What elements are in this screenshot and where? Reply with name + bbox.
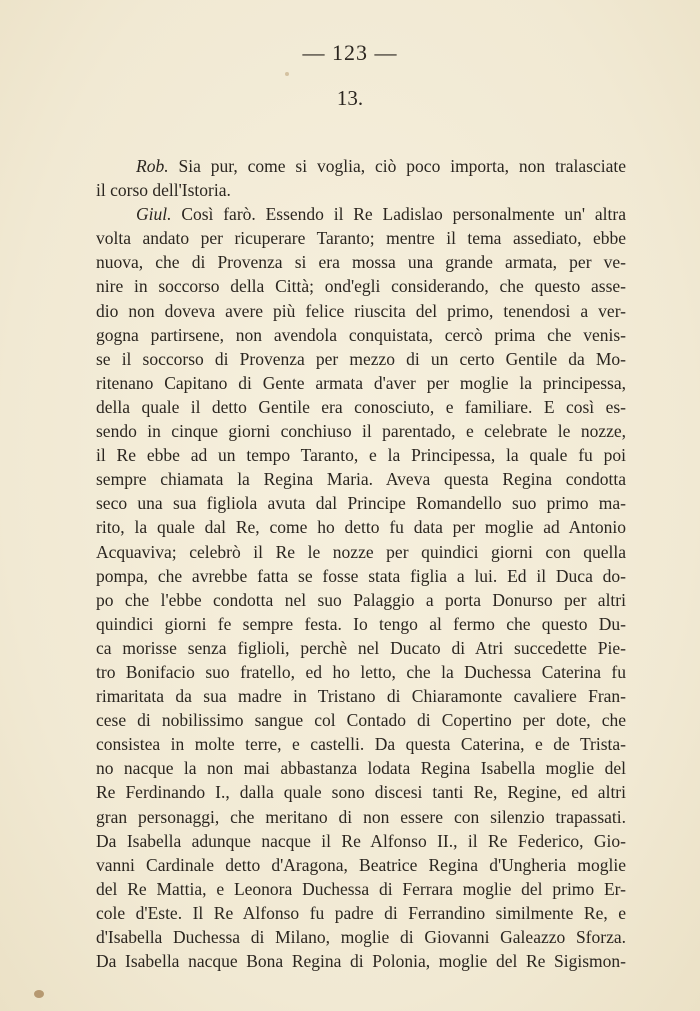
line-text: Re Ferdinando I., dalla quale sono discesi tanti Re, Regine, ed altri <box>96 782 626 803</box>
text-line <box>96 949 626 973</box>
line-text: del Re Mattia, e Leonora Duchessa di Ferrara moglie del primo Er- <box>96 878 626 899</box>
line-text: il corso dell'Istoria. <box>96 180 231 201</box>
text-line <box>96 660 626 684</box>
line-text: sempre chiamata la Regina Maria. Aveva questa Regina condotta <box>96 469 626 490</box>
line-text: il Re ebbe ad un tempo Taranto, e la Principessa, la quale fu poi <box>96 445 626 466</box>
line-text: Così farò. Essendo il Re Ladislao personalmente un' altra <box>171 204 626 225</box>
text-line <box>96 491 626 515</box>
paper-spot <box>285 72 289 76</box>
line-text: Sia pur, come si voglia, ciò poco importa, non tralasciate <box>168 156 626 176</box>
line-text: Da Isabella nacque Bona Regina di Polonia, moglie del Re Sigismon- <box>96 951 626 972</box>
text-line <box>96 877 626 901</box>
line-text: po che l'ebbe condotta nel suo Palaggio a porta Donurso per altri <box>96 589 626 610</box>
text-line <box>96 443 626 467</box>
text-line <box>96 732 626 756</box>
text-line <box>96 419 626 443</box>
text-line <box>96 226 626 250</box>
line-text: gogna partirsene, non avendola conquistata, cercò prima che venis- <box>96 324 626 345</box>
text-line <box>96 684 626 708</box>
text-line <box>96 612 626 636</box>
line-text: cole d'Este. Il Re Alfonso fu padre di Ferrandino similmente Re, e <box>96 902 626 923</box>
line-text: consistea in molte terre, e castelli. Da questa Caterina, e de Trista- <box>96 734 626 755</box>
text-line <box>96 540 626 564</box>
line-text: nuova, che di Provenza si era mossa una grande armata, per ve- <box>96 252 626 273</box>
speaker-label: Rob. <box>136 156 169 176</box>
line-text: rito, la quale dal Re, come ho detto fu data per moglie ad Antonio <box>96 517 626 538</box>
text-line <box>96 371 626 395</box>
text-line <box>96 323 626 347</box>
line-text: nire in soccorso della Città; ond'egli considerando, che questo asse- <box>96 276 626 297</box>
line-text: volta andato per ricuperare Taranto; mentre il tema assediato, ebbe <box>96 228 626 249</box>
text-line <box>96 756 626 780</box>
speaker-label: Giul. <box>136 204 172 225</box>
text-line <box>96 708 626 732</box>
line-text: vanni Cardinale detto d'Aragona, Beatrice Regina d'Ungheria moglie <box>96 854 626 875</box>
paper-stain <box>34 990 44 998</box>
text-line <box>96 467 626 491</box>
line-text: rimaritata da sua madre in Tristano di Chiaramonte cavaliere Fran- <box>96 686 626 707</box>
line-text: gran personaggi, che meritano di non essere con silenzio trapassati. <box>96 806 626 827</box>
text-line <box>96 564 626 588</box>
line-text: no nacque la non mai abbastanza lodata Regina Isabella moglie del <box>96 758 626 779</box>
text-line <box>96 805 626 829</box>
text-line <box>96 780 626 804</box>
text-line <box>96 925 626 949</box>
text-line <box>96 636 626 660</box>
text-line <box>96 299 626 323</box>
text-line <box>96 202 626 226</box>
line-text: Acquaviva; celebrò il Re le nozze per quindici giorni con quella <box>96 541 626 562</box>
line-text: dio non doveva avere più felice riuscita del primo, tenendosi a ver- <box>96 300 626 321</box>
line-text: pompa, che avrebbe fatta se fosse stata figlia a lui. Ed il Duca do- <box>96 565 626 586</box>
line-text: ritenano Capitano di Gente armata d'aver per moglie la principessa, <box>96 372 626 393</box>
line-text: d'Isabella Duchessa di Milano, moglie di Giovanni Galeazzo Sforza. <box>96 927 626 947</box>
text-line <box>96 515 626 539</box>
text-line <box>96 901 626 925</box>
line-text: della quale il detto Gentile era conosciuto, e familiare. E così es- <box>96 396 626 417</box>
text-line <box>96 395 626 419</box>
text-line <box>96 853 626 877</box>
section-number: 13. <box>336 86 364 110</box>
text-line <box>96 154 626 178</box>
text-line <box>96 588 626 612</box>
body-text <box>96 154 626 973</box>
line-text: cese di nobilissimo sangue col Contado di Copertino per dote, che <box>96 710 626 731</box>
line-text: ca morisse senza figlioli, perchè nel Ducato di Atri succedette Pie- <box>96 637 626 658</box>
text-line <box>96 274 626 298</box>
text-line <box>96 829 626 853</box>
line-text: se il soccorso di Provenza per mezzo di un certo Gentile da Mo- <box>96 348 626 369</box>
line-text: tro Bonifacio suo fratello, ed ho letto, che la Duchessa Caterina fu <box>96 661 626 682</box>
text-line <box>96 250 626 274</box>
text-line <box>96 347 626 371</box>
line-text: Da Isabella adunque nacque il Re Alfonso II., il Re Federico, Gio- <box>96 830 626 851</box>
line-text: sendo in cinque giorni conchiuso il parentado, e celebrate le nozze, <box>96 421 626 442</box>
line-text: quindici giorni fe sempre festa. Io tengo al fermo che questo Du- <box>96 613 626 634</box>
page-number: — 123 — <box>302 40 398 65</box>
text-line <box>96 178 626 202</box>
line-text: seco una sua figliola avuta dal Principe Romandello suo primo ma- <box>96 493 626 514</box>
